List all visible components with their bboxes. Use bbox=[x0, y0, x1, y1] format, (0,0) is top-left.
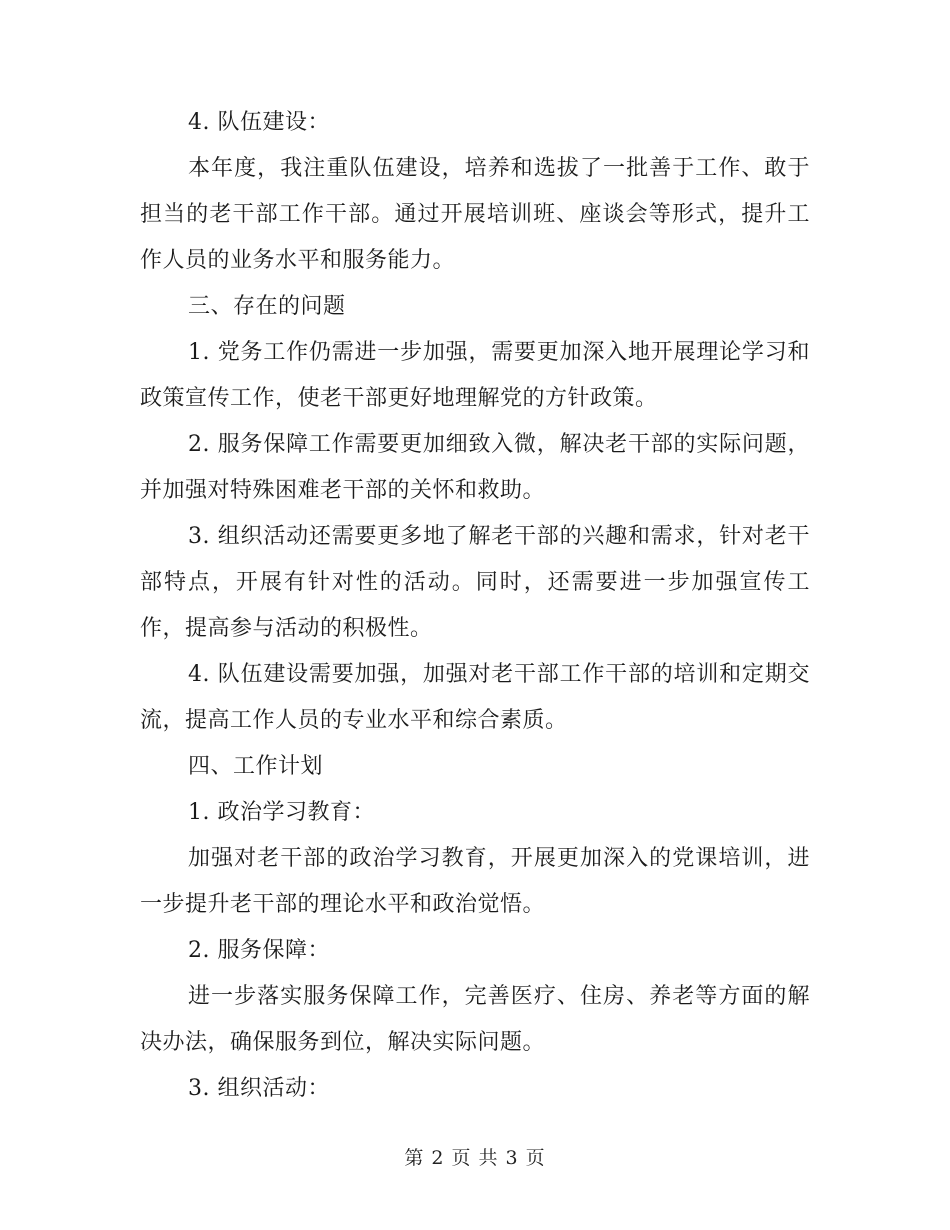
document-body bbox=[140, 100, 810, 1112]
plan-heading-activities: 3. 组织活动： bbox=[188, 1076, 330, 1101]
problem-item-2: 2. 服务保障工作需要更加细致入微，解决老干部的实际问题，并加强对特殊困难老干部的关怀和救助。 bbox=[140, 432, 810, 503]
plan-heading-political-study: 1. 政治学习教育： bbox=[188, 800, 375, 825]
page-number-footer: 第 2 页 共 3 页 bbox=[404, 1147, 546, 1169]
paragraph-political-study: 加强对老干部的政治学习教育，开展更加深入的党课培训，进一步提升老干部的理论水平和政治觉悟。 bbox=[140, 846, 810, 917]
paragraph-service: 进一步落实服务保障工作，完善医疗、住房、养老等方面的解决办法，确保服务到位，解决实际问题。 bbox=[140, 984, 810, 1055]
paragraph-team-building: 本年度，我注重队伍建设，培养和选拔了一批善于工作、敢于担当的老干部工作干部。通过开展培训班、座谈会等形式，提升工作人员的业务水平和服务能力。 bbox=[140, 156, 810, 273]
problem-item-4: 4. 队伍建设需要加强，加强对老干部工作干部的培训和定期交流，提高工作人员的专业水平和综合素质。 bbox=[140, 662, 810, 733]
section-heading-team-building: 4. 队伍建设： bbox=[188, 110, 330, 135]
problem-item-1: 1. 党务工作仍需进一步加强，需要更加深入地开展理论学习和政策宣传工作，使老干部更好地理解党的方针政策。 bbox=[140, 340, 810, 411]
section-heading-problems: 三、存在的问题 bbox=[188, 294, 346, 319]
problem-item-3: 3. 组织活动还需要更多地了解老干部的兴趣和需求，针对老干部特点，开展有针对性的活动。同时，还需要进一步加强宣传工作，提高参与活动的积极性。 bbox=[140, 524, 810, 641]
section-heading-work-plan: 四、工作计划 bbox=[188, 754, 324, 779]
plan-heading-service: 2. 服务保障： bbox=[188, 938, 330, 963]
